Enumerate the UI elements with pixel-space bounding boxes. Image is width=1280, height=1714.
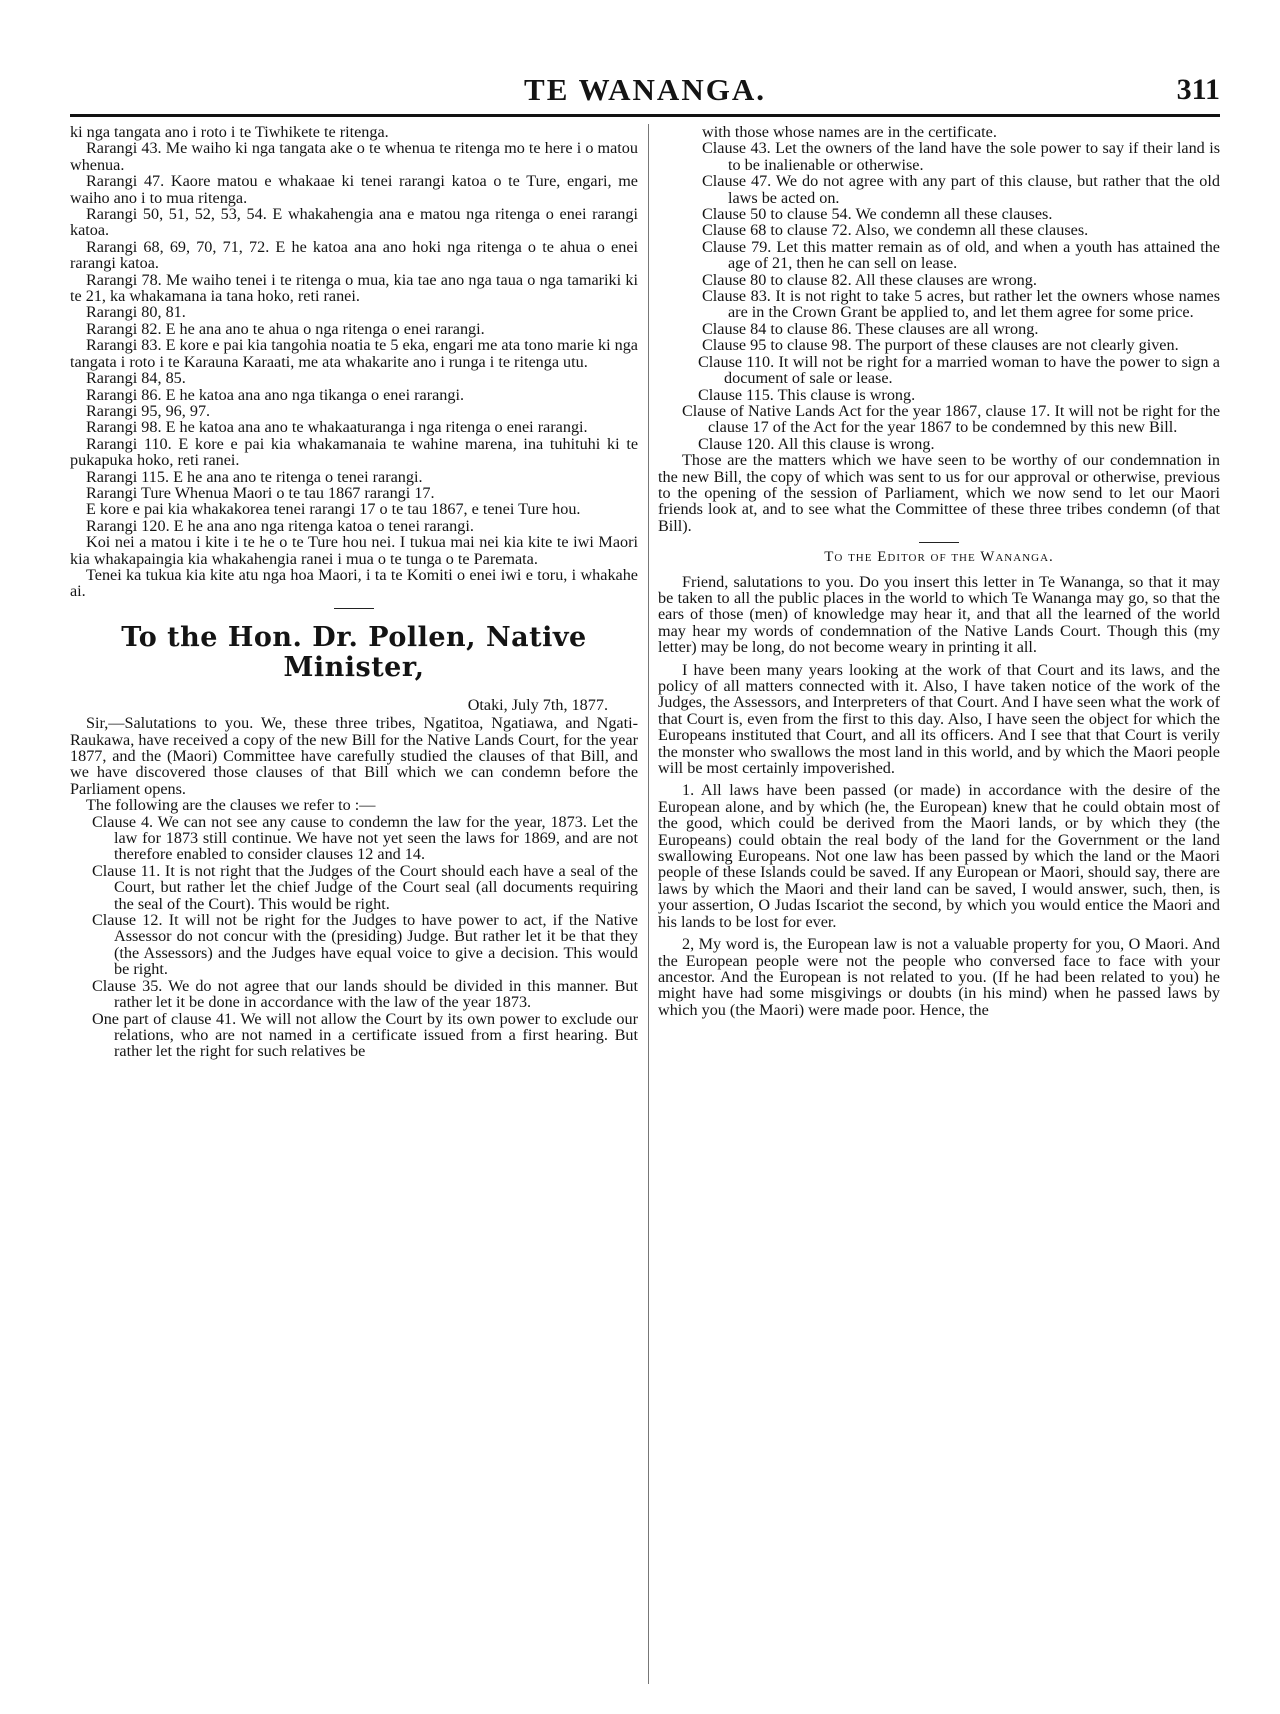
clause-item: Clause 115. This clause is wrong. [698,385,916,404]
maori-paragraph: Rarangi 115. E he ana ano te ritenga o tenei rarangi. [86,467,423,486]
clause-item: Clause 35. We do not agree that our lands should be divided in this manner. But rather let it be done in accordance with the law of the year 1873. [92,976,638,1012]
left-column [70,124,638,1060]
clause-item: with those whose names are in the certificate. [702,123,997,141]
header-rule [70,114,1220,117]
maori-paragraph: Rarangi 68, 69, 70, 71, 72. E he katoa ana ano hoki nga ritenga o te ahua o enei rarangi katoa. [70,237,638,273]
maori-paragraph: E kore e pai kia whakakorea tenei rarangi 17 o te tau 1867, e tenei Ture hou. [86,500,581,519]
clause-item: Clause of Native Lands Act for the year 1867, clause 17. It will not be right for the clause 17 of the Act for the year 1867 to be condemned by this new Bill. [682,401,1220,437]
right-column [658,124,1220,1018]
clauses-intro: The following are the clauses we refer to :— [86,796,376,815]
maori-paragraph: Rarangi 83. E kore e pai kia tangohia noatia te 5 eka, engari me ata tono marie ki nga tangata i roto i te Karauna Karaati, me ata whakarite ano i runga i te ritenga utu. [70,336,638,371]
page-number: 311 [1176,73,1220,106]
clause-item: Clause 12. It will not be right for the Judges to have power to act, if the Native Assessor do not concur with the (presiding) Judge. But rather let it be that they (the Assessors) and the Judges have equal voice to give a decision. This would be right. [92,911,638,979]
clause-item: Clause 110. It will not be right for a married woman to have the power to sign a document of sale or lease. [698,352,1220,388]
clause-item: Clause 47. We do not agree with any part of this clause, but rather that the old laws be acted on. [702,172,1220,207]
clause-item: Clause 120. All this clause is wrong. [698,434,935,453]
editor-paragraph: Friend, salutations to you. Do you insert this letter in Te Wananga, so that it may be taken to all the public places in the world to which Te Wananga may go, so that the ears of those (men) of knowledge may hear it, and that all the learned of the world may hear my words of condemnation of the Native Lands Court. Though this (my letter) may be long, do not become weary in printing it all. [658,572,1220,657]
editor-paragraph: 2, My word is, the European law is not a valuable property for you, O Maori. And the European people were not the people who conversed face to face with your ancestor. And the European is not related to you. (If he had been related to you) he might have had some misgivings or doubts (in his mind) when he passed laws by which you (the Maori) were made poor. Hence, the [658,935,1220,1019]
page-title: TE WANANGA. [524,72,766,107]
section-divider [919,542,959,543]
clause-item: Clause 83. It is not right to take 5 acres, but rather let the owners whose names are in the Crown Grant be applied to, and let them agree for some price. [702,287,1220,322]
section-divider [334,608,374,609]
maori-paragraph: Rarangi 80, 81. [86,303,186,322]
maori-paragraph: Rarangi 120. E he ana ano nga ritenga katoa o tenei rarangi. [86,516,474,535]
editor-paragraph: 1. All laws have been passed (or made) in accordance with the desire of the European alone, and by which (he, the European) knew that he could obtain most of the good, which could be derived from the Maori lands, or by which they (the Europeans) could obtain the real body of the land for the Government or the land swallowing Europeans. Not one law has been passed by which the land or the Maori people of these Islands could be saved. If any European or Maori, should say, there are laws by which the Maori and their land can be saved, I would answer, such, then, is your assertion, O Judas Iscariot the second, by which you would entice the Maori and his lands to be lost for ever. [658,781,1220,931]
clause-item: Clause 84 to clause 86. These clauses are all wrong. [702,319,1039,338]
clause-item: One part of clause 41. We will not allow the Court by its own power to exclude our relations, who are not named in a certificate issued from a first hearing. But rather let the right for such relatives be [92,1009,638,1061]
clause-item: Clause 80 to clause 82. All these clauses are wrong. [702,270,1037,289]
maori-paragraph: Rarangi 110. E kore e pai kia whakamanaia te wahine marena, ina tuhituhi ki te pukapuka hoko, reti ranei. [70,434,638,470]
maori-paragraph: Rarangi 78. Me waiho tenei i te ritenga o mua, kia tae ano nga taua o nga tamariki ki te 21, ka whakamana ia tana hoko, reti ranei. [70,270,638,306]
page-header [70,68,1220,112]
clause-item: Clause 95 to clause 98. The purport of these clauses are not clearly given. [702,336,1179,355]
editor-letter-heading: To the Editor of the Wananga. [824,549,1054,566]
letter-intro: Sir,—Salutations to you. We, these three tribes, Ngatitoa, Ngatiawa, and Ngati-Raukawa, have received a copy of the new Bill for the Native Lands Court, for the year 1877, and the (Maori) Committee have carefully studied the clauses of that Bill, and we have discovered those clauses of that Bill which we can condemn before the Parliament opens. [70,714,638,798]
maori-paragraph: Rarangi 98. E he katoa ana ano te whakaaturanga i nga ritenga o enei rarangi. [86,418,588,437]
clause-item: Clause 43. Let the owners of the land have the sole power to say if their land is to be inalienable or otherwise. [702,139,1220,174]
maori-paragraph: ki nga tangata ano i roto i te Tiwhikete te ritenga. [70,123,389,141]
maori-paragraph: Rarangi 50, 51, 52, 53, 54. E whakahengia ana e matou nga ritenga o enei rarangi katoa. [70,205,638,240]
maori-paragraph: Rarangi 84, 85. [86,369,186,388]
maori-paragraph: Rarangi 95, 96, 97. [86,401,211,420]
maori-paragraph: Rarangi 43. Me waiho ki nga tangata ake o te whenua te ritenga mo te here i o matou whenua. [70,139,638,174]
clause-item: Clause 79. Let this matter remain as of old, and when a youth has attained the age of 21, then he can sell on lease. [702,237,1220,273]
clause-item: Clause 11. It is not right that the Judges of the Court should each have a seal of the Court, but rather let the chief Judge of the Court seal (all documents requiring the seal of the Court). This would be right. [92,861,638,913]
clause-item: Clause 50 to clause 54. We condemn all these clauses. [702,205,1053,224]
maori-paragraph: Rarangi 47. Kaore matou e whakaae ki tenei rarangi katoa o te Ture, engari, me waiho ano i to mua ritenga. [70,172,638,207]
closing-paragraph: Those are the matters which we have seen to be worthy of our condemnation in the new Bill, the copy of which was sent to us for our approval or otherwise, previous to the opening of the session of Parliament, which we now send to let our Maori friends look at, and to see what the Committee of these three tribes condemn (of that Bill). [658,451,1220,535]
maori-paragraph: Koi nei a matou i kite i te he o te Ture hou nei. I tukua mai nei kia kite te iwi Maori kia whakapaingia kia whakahengia ranei i mua o te tunga o te Paremata. [70,533,638,568]
maori-paragraph: Rarangi 86. E he katoa ana ano nga tikanga o enei rarangi. [86,385,465,404]
maori-paragraph: Rarangi Ture Whenua Maori o te tau 1867 rarangi 17. [86,483,435,502]
maori-paragraph: Rarangi 82. E he ana ano te ahua o nga ritenga o enei rarangi. [86,319,485,338]
letter-heading: To the Hon. Dr. Pollen, Native Minister, [121,621,587,683]
clause-item: Clause 4. We can not see any cause to condemn the law for the year, 1873. Let the law for 1873 still continue. We have not yet seen the laws for 1869, and are not therefore enabled to consider clauses 12 and 14. [92,812,638,864]
editor-paragraph: I have been many years looking at the work of that Court and its laws, and the policy of all matters connected with it. Also, I have taken notice of the work of the Judges, the Assessors, and Interpreters of that Court. And I have seen what the work of that Court is, even from the first to this day. Also, I have seen the object for which the Europeans instituted that Court, and all its officers. And I see that that Court is verily the monster who swallows the most land in this world, and by which the Maori people will be most certainly impoverished. [658,660,1220,778]
column-divider [648,124,649,1684]
newspaper-page [70,68,1220,1688]
maori-paragraph: Tenei ka tukua kia kite atu nga hoa Maori, i ta te Komiti o enei iwi e toru, i whakahe ai. [70,565,638,601]
letter-dateline: Otaki, July 7th, 1877. [467,695,608,714]
clause-item: Clause 68 to clause 72. Also, we condemn all these clauses. [702,221,1089,240]
